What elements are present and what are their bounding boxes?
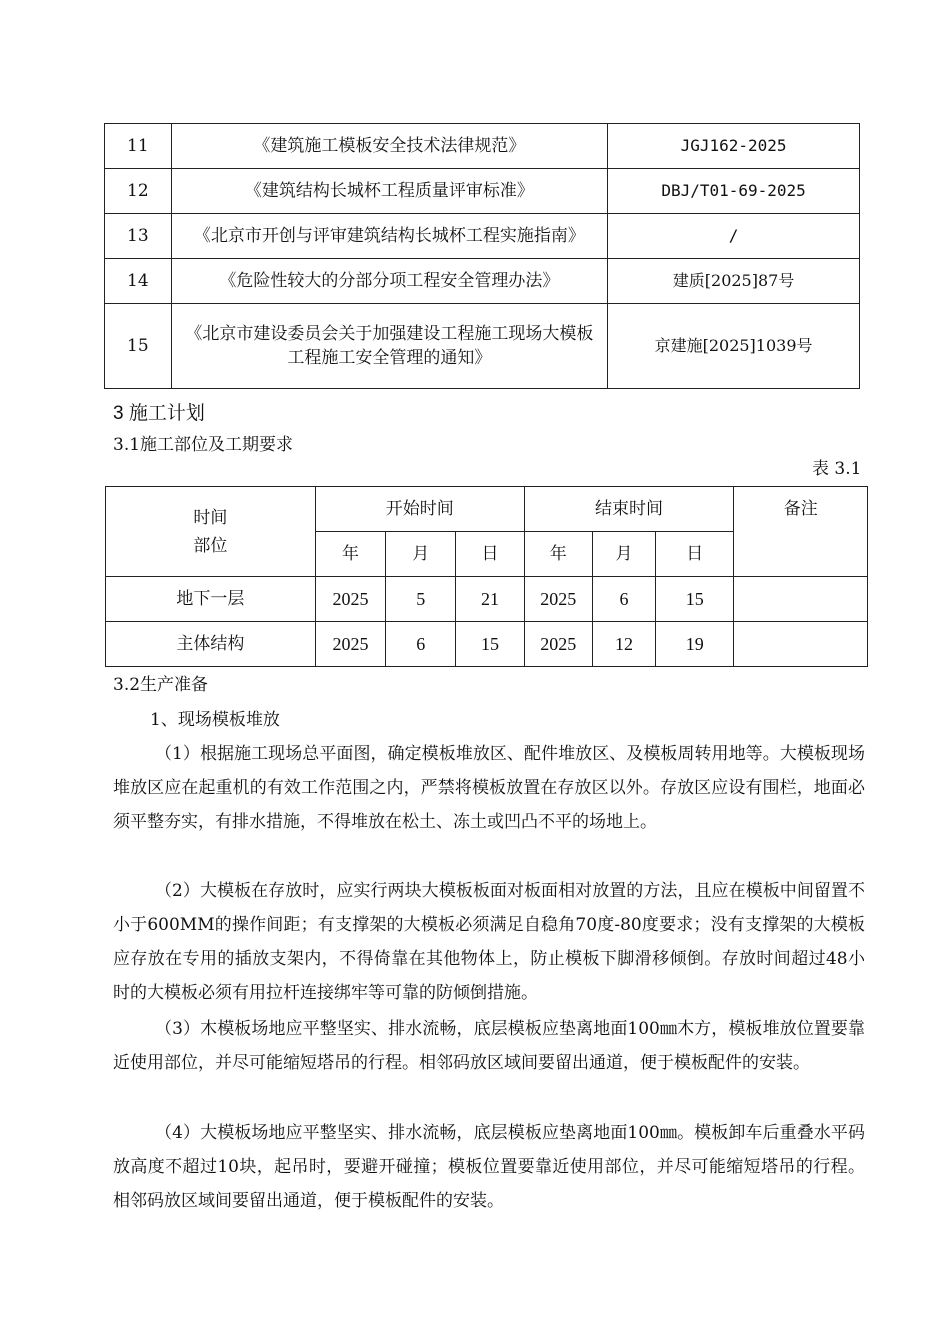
start-time-header: 开始时间 — [315, 487, 524, 532]
remark — [734, 577, 868, 622]
day-header: 日 — [656, 532, 734, 577]
table-row — [105, 124, 860, 169]
row-number: 12 — [105, 169, 172, 214]
paragraph: （4）大模板场地应平整坚实、排水流畅，底层模板应垫离地面100㎜。模板卸车后重叠水平码放高度不超过10块，起吊时，要避开碰撞；模板位置要靠近使用部位，并尽可能缩短塔吊的行程。相邻码放区域间要留出通道，便于模板配件的安装。 — [113, 1123, 865, 1211]
paragraph: （1）根据施工现场总平面图，确定模板堆放区、配件堆放区、及模板周转用地等。大模板现场堆放区应在起重机的有效工作范围之内，严禁将模板放置在存放区以外。存放区应设有围栏，地面必须平整夯实，有排水措施，不得堆放在松土、冻土或凹凸不平的场地上。 — [113, 744, 865, 832]
table-row — [105, 169, 860, 214]
remark-header: 备注 — [734, 487, 868, 577]
paragraph: （2）大模板在存放时，应实行两块大模板板面对板面相对放置的方法，且应在模板中间留置不小于600MM的操作间距；有支撑架的大模板必须满足自稳角70度-80度要求；没有支撑架的大模板应存放在专用的插放支架内，不得倚靠在其他物体上，防止模板下脚滑移倾倒。存放时间超过48小时的大模板必须有用拉杆连接绑牢等可靠的防倾倒措施。 — [113, 881, 865, 1003]
corner-label-time: 时间 — [193, 507, 228, 528]
end-month: 12 — [592, 622, 655, 667]
standard-name: 《建筑施工模板安全技术法律规范》 — [171, 124, 607, 169]
standard-name-cell — [171, 214, 607, 259]
end-year: 2025 — [524, 577, 592, 622]
standard-name: 《北京市开创与评审建筑结构长城杯工程实施指南》 — [193, 226, 585, 246]
standard-code: 建质[2025]87号 — [608, 259, 860, 304]
row-number: 11 — [105, 124, 172, 169]
subsection-heading: 3.2生产准备 — [113, 675, 209, 695]
year-header: 年 — [524, 532, 592, 577]
subsection-heading: 3.1施工部位及工期要求 — [113, 435, 294, 455]
end-day: 19 — [656, 622, 734, 667]
table-row — [105, 304, 860, 389]
row-number: 14 — [105, 259, 172, 304]
schedule-table — [105, 486, 868, 667]
start-day: 21 — [456, 577, 524, 622]
table-row — [105, 214, 860, 259]
start-year: 2025 — [315, 622, 385, 667]
table-row — [105, 259, 860, 304]
standard-code: DBJ/T01-69-2025 — [608, 169, 860, 214]
standard-name: 《建筑结构长城杯工程质量评审标准》 — [171, 169, 607, 214]
month-header: 月 — [592, 532, 655, 577]
year-header: 年 — [315, 532, 385, 577]
remark — [734, 622, 868, 667]
table-caption: 表 3.1 — [812, 459, 862, 479]
paragraph: （3）木模板场地应平整坚实、排水流畅，底层模板应垫离地面100㎜木方，模板堆放位置要靠近使用部位，并尽可能缩短塔吊的行程。相邻码放区域间要留出通道，便于模板配件的安装。 — [113, 1019, 865, 1073]
part-name: 主体结构 — [106, 622, 316, 667]
start-month: 5 — [386, 577, 456, 622]
start-year: 2025 — [315, 577, 385, 622]
item-heading: 1、现场模板堆放 — [150, 710, 280, 730]
section-heading: 3 施工计划 — [113, 403, 205, 424]
day-header: 日 — [456, 532, 524, 577]
standard-code: 京建施[2025]1039号 — [608, 304, 860, 389]
row-number: 15 — [105, 304, 172, 389]
table-header-row — [106, 487, 868, 532]
corner-header — [106, 487, 316, 577]
end-month: 6 — [592, 577, 655, 622]
part-name: 地下一层 — [106, 577, 316, 622]
table-row — [106, 577, 868, 622]
standard-code: JGJ162-2025 — [608, 124, 860, 169]
standard-code: / — [608, 214, 860, 259]
start-day: 15 — [456, 622, 524, 667]
month-header: 月 — [386, 532, 456, 577]
standard-name: 《北京市建设委员会关于加强建设工程施工现场大模板工程施工安全管理的通知》 — [171, 304, 607, 389]
start-month: 6 — [386, 622, 456, 667]
table-row — [106, 622, 868, 667]
end-year: 2025 — [524, 622, 592, 667]
row-number: 13 — [105, 214, 172, 259]
standards-table — [104, 123, 860, 389]
standard-name: 《危险性较大的分部分项工程安全管理办法》 — [171, 259, 607, 304]
end-time-header: 结束时间 — [524, 487, 734, 532]
end-day: 15 — [656, 577, 734, 622]
corner-label-part: 部位 — [193, 535, 228, 556]
